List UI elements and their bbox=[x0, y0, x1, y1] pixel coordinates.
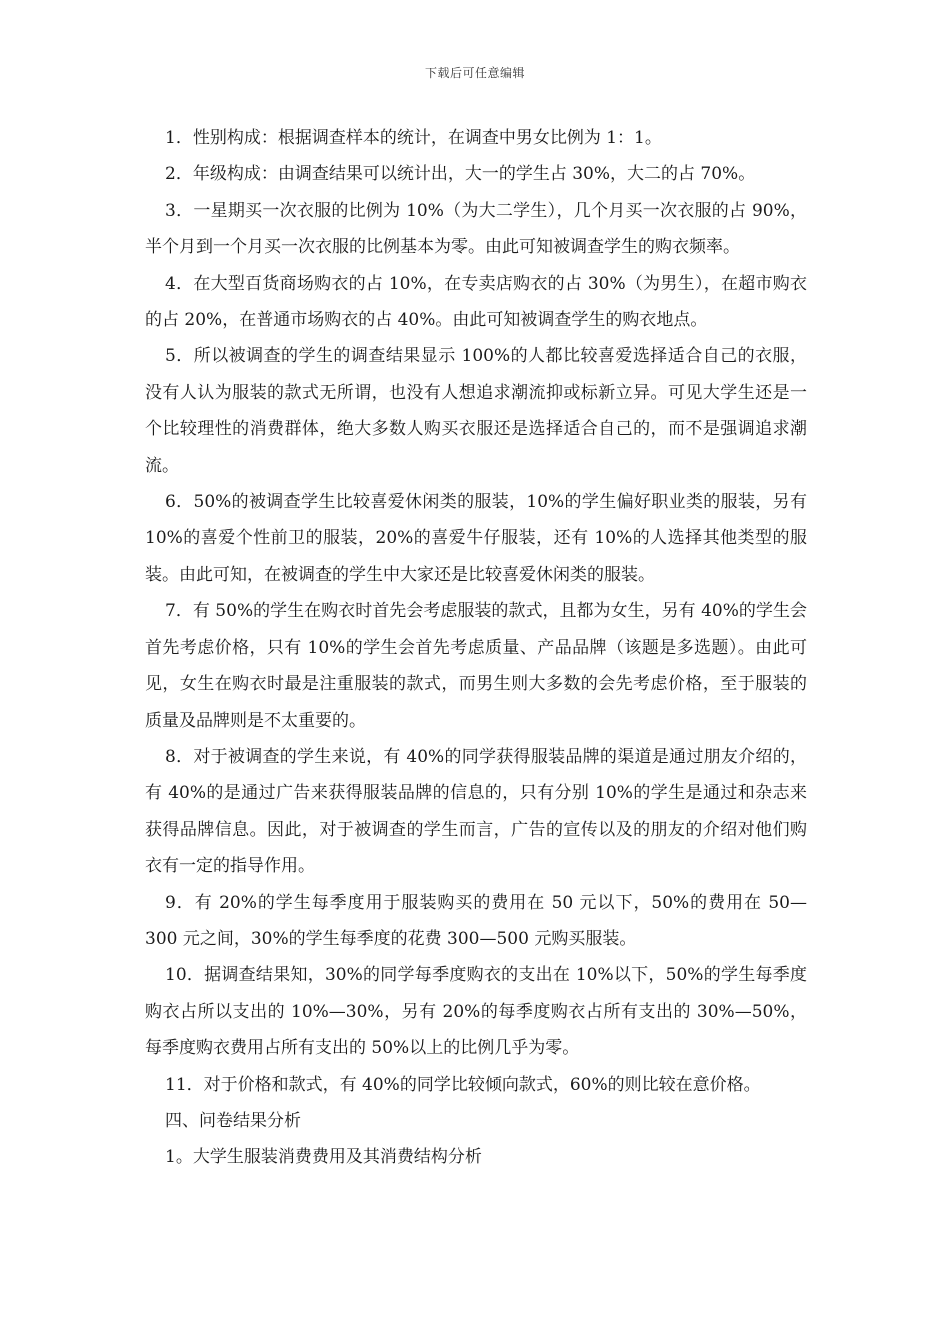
paragraph-priority: 7．有 50%的学生在购衣时首先会考虑服装的款式，且都为女生，另有 40%的学生会首先考虑价格，只有 10%的学生会首先考虑质量、产品品牌（该题是多选题）。由此可见，女生在购衣时最是注重服装的款式，而男生则大多数的会先考虑价格，至于服装的质量及品牌则是不太重要的。 bbox=[145, 601, 807, 731]
paragraph-brand-channel: 8．对于被调查的学生来说，有 40%的同学获得服装品牌的渠道是通过朋友介绍的，有 40%的是通过广告来获得服装品牌的信息的，只有分别 10%的学生是通过和杂志来获得品牌信息。因此，对于被调查的学生而言，广告的宣传以及的朋友的介绍对他们购衣有一定的指导作用。 bbox=[145, 746, 807, 877]
paragraph-spending-share: 10．据调查结果知，30%的同学每季度购衣的支出在 10%以下，50%的学生每季度购衣占所以支出的 10%—30%，另有 20%的每季度购衣占所有支出的 30%—50%，每季度购衣费用占所有支出的 50%以上的比例几乎为零。 bbox=[145, 965, 807, 1059]
paragraph-gender: 1．性别构成：根据调查样本的统计，在调查中男女比例为 1：1。 bbox=[165, 128, 662, 148]
paragraph-frequency: 3．一星期买一次衣服的比例为 10%（为大二学生），几个月买一次衣服的占 90%，半个月到一个月买一次衣服的比例基本为零。由此可知被调查学生的购衣频率。 bbox=[145, 200, 807, 258]
paragraph-grade: 2．年级构成：由调查结果可以统计出，大一的学生占 30%，大二的占 70%。 bbox=[165, 164, 756, 185]
document-body bbox=[145, 120, 807, 1176]
section-heading: 四、问卷结果分析 bbox=[165, 1110, 301, 1131]
paragraph-style-type: 6．50%的被调查学生比较喜爱休闲类的服装，10%的学生偏好职业类的服装，另有 10%的喜爱个性前卫的服装，20%的喜爱牛仔服装，还有 10%的人选择其他类型的服装。由此可知，在被调查的学生中大家还是比较喜爱休闲类的服装。 bbox=[145, 492, 807, 585]
paragraph-suitability: 5．所以被调查的学生的调查结果显示 100%的人都比较喜爱选择适合自己的衣服，没有人认为服装的款式无所谓，也没有人想追求潮流抑或标新立异。可见大学生还是一个比较理性的消费群体，绝大多数人购买衣服还是选择适合自己的，而不是强调追求潮流。 bbox=[145, 346, 807, 476]
paragraph-spending: 9．有 20%的学生每季度用于服装购买的费用在 50 元以下，50%的费用在 50—300 元之间，30%的学生每季度的花费 300—500 元购买服装。 bbox=[145, 892, 807, 949]
subsection-heading: 1。大学生服装消费费用及其消费结构分析 bbox=[165, 1147, 482, 1168]
paragraph-price-vs-style: 11．对于价格和款式，有 40%的同学比较倾向款式，60%的则比较在意价格。 bbox=[165, 1074, 761, 1095]
paragraph-location: 4．在大型百货商场购衣的占 10%，在专卖店购衣的占 30%（为男生），在超市购衣的占 20%，在普通市场购衣的占 40%。由此可知被调查学生的购衣地点。 bbox=[145, 273, 807, 331]
page-header: 下载后可任意编辑 bbox=[424, 66, 525, 80]
